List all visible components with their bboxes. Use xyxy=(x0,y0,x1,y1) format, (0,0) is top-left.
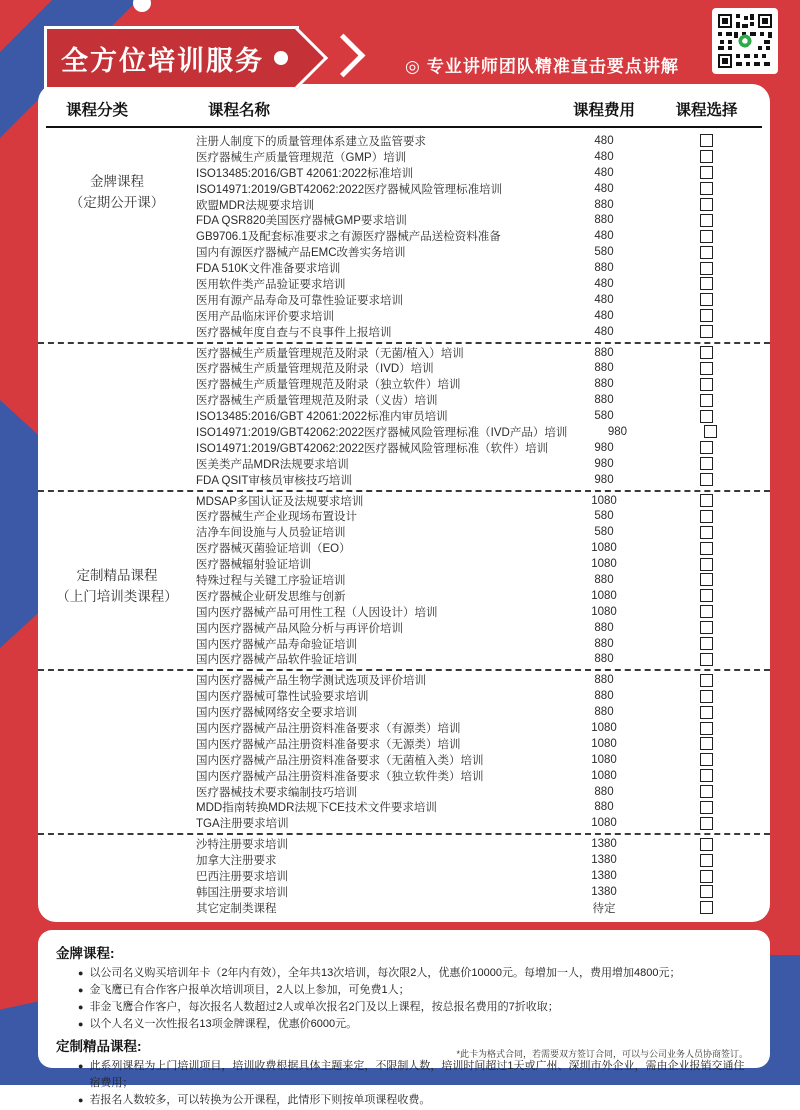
note-title-custom: 定制精品课程: xyxy=(56,1039,142,1055)
category-name: 金牌课程 xyxy=(90,173,144,189)
page-title: 全方位培训服务 xyxy=(61,45,264,76)
course-name: ISO14971:2019/GBT42062:2022医疗器械风险管理标准（软件）培训 xyxy=(196,442,549,455)
course-name: 国内有源医疗器械产品EMC改善实务培训 xyxy=(196,247,406,260)
course-price: 580 xyxy=(594,410,614,423)
course-price: 1080 xyxy=(591,817,617,830)
course-table-card xyxy=(38,84,770,922)
course-checkbox[interactable] xyxy=(700,621,713,634)
course-name: 国内医疗器械产品可用性工程（人因设计）培训 xyxy=(196,606,438,619)
course-price: 880 xyxy=(594,801,614,814)
course-name: 医疗器械生产质量管理规范（GMP）培训 xyxy=(196,151,407,164)
col-select: 课程选择 xyxy=(675,102,738,119)
course-checkbox[interactable] xyxy=(700,394,713,407)
course-name: 医美类产品MDR法规要求培训 xyxy=(196,458,349,471)
qr-code xyxy=(712,8,778,74)
bullet-icon: ● xyxy=(78,968,84,978)
course-name: 国内医疗器械产品注册资料准备要求（独立软件类）培训 xyxy=(196,770,484,783)
course-name: TGA注册要求培训 xyxy=(196,818,289,831)
course-checkbox[interactable] xyxy=(700,573,713,586)
course-checkbox[interactable] xyxy=(700,801,713,814)
course-checkbox[interactable] xyxy=(700,838,713,851)
course-price: 1080 xyxy=(591,769,617,782)
chevron-right-icon xyxy=(322,34,366,78)
course-checkbox[interactable] xyxy=(700,262,713,275)
course-checkbox[interactable] xyxy=(700,854,713,867)
course-checkbox[interactable] xyxy=(700,182,713,195)
course-price: 580 xyxy=(594,246,614,259)
bullet-icon: ● xyxy=(78,1002,84,1013)
course-price: 480 xyxy=(594,150,614,163)
course-checkbox[interactable] xyxy=(700,558,713,571)
footnote: *此卡为格式合同，若需要双方签订合同，可以与公司业务人员协商签订。 xyxy=(456,1049,748,1059)
category-name: 定制精品课程 xyxy=(76,567,158,583)
note-item: ● 以公司名义购买培训年卡（2年内有效），全年共13次培训，每次限2人，优惠价10000元。每增加一人，费用增加4800元； xyxy=(78,965,752,982)
course-name: 国内医疗器械产品风险分析与再评价培训 xyxy=(196,622,403,635)
course-price: 880 xyxy=(594,394,614,407)
course-name: GB9706.1及配套标准要求之有源医疗器械产品送检资料准备 xyxy=(196,231,501,244)
bullet-icon: ● xyxy=(78,1095,84,1106)
course-checkbox[interactable] xyxy=(700,885,713,898)
category-label xyxy=(46,301,188,872)
course-checkbox[interactable] xyxy=(700,817,713,830)
course-price: 880 xyxy=(594,706,614,719)
course-name: 欧盟MDR法规要求培训 xyxy=(196,199,315,212)
course-checkbox[interactable] xyxy=(700,901,713,914)
dot-icon xyxy=(274,51,288,65)
table-body xyxy=(46,128,762,916)
course-name: 医疗器械生产质量管理规范及附录（独立软件）培训 xyxy=(196,379,461,392)
course-price: 880 xyxy=(594,198,614,211)
course-checkbox[interactable] xyxy=(700,753,713,766)
course-checkbox[interactable] xyxy=(700,706,713,719)
course-name: 医用有源产品寿命及可靠性验证要求培训 xyxy=(196,294,403,307)
course-checkbox[interactable] xyxy=(700,246,713,259)
course-price: 1080 xyxy=(591,605,617,618)
course-checkbox[interactable] xyxy=(700,737,713,750)
course-checkbox[interactable] xyxy=(700,346,713,359)
course-price: 1080 xyxy=(591,737,617,750)
course-name: FDA QSIT审核员审核技巧培训 xyxy=(196,474,352,487)
course-name: 注册人制度下的质量管理体系建立及监管要求 xyxy=(196,135,426,148)
course-checkbox[interactable] xyxy=(700,198,713,211)
course-name: 医疗器械生产质量管理规范及附录（无菌/植入）培训 xyxy=(196,347,464,360)
course-name: 韩国注册要求培训 xyxy=(196,886,288,899)
course-price: 880 xyxy=(594,621,614,634)
course-price: 480 xyxy=(594,277,614,290)
note-item: ● 以个人名义一次性报名13项金牌课程，优惠价6000元。 xyxy=(78,1016,752,1033)
course-name: ISO13485:2016/GBT 42061:2022标准培训 xyxy=(196,167,414,180)
course-name: 医疗器械企业研发思维与创新 xyxy=(196,590,346,603)
course-price: 580 xyxy=(594,510,614,523)
course-price: 480 xyxy=(594,293,614,306)
col-course-name: 课程名称 xyxy=(208,102,271,119)
course-name: 医用产品临床评价要求培训 xyxy=(196,310,334,323)
course-name: 医疗器械生产企业现场布置设计 xyxy=(196,511,357,524)
course-price: 880 xyxy=(594,785,614,798)
course-checkbox[interactable] xyxy=(700,150,713,163)
course-price: 1380 xyxy=(591,838,617,851)
course-price: 980 xyxy=(607,425,627,438)
course-name: 医疗器械生产质量管理规范及附录（义齿）培训 xyxy=(196,395,438,408)
course-name: 国内医疗器械网络安全要求培训 xyxy=(196,707,357,720)
course-checkbox[interactable] xyxy=(704,425,717,438)
course-checkbox[interactable] xyxy=(700,605,713,618)
category-subname: （上门培训类课程） xyxy=(56,588,178,604)
course-price: 480 xyxy=(594,230,614,243)
course-name: ISO14971:2019/GBT42062:2022医疗器械风险管理标准（IVD产品）培训 xyxy=(196,426,568,439)
course-price: 880 xyxy=(594,637,614,650)
target-icon: ◎ xyxy=(405,57,421,76)
course-name: 巴西注册要求培训 xyxy=(196,871,288,884)
slogan xyxy=(405,52,679,77)
course-name: 国内医疗器械产品生物学测试选项及评价培训 xyxy=(196,675,426,688)
course-name: 国内医疗器械产品注册资料准备要求（有源类）培训 xyxy=(196,723,461,736)
course-price: 880 xyxy=(594,674,614,687)
course-checkbox[interactable] xyxy=(700,653,713,666)
col-category: 课程分类 xyxy=(66,102,129,119)
course-price: 880 xyxy=(594,362,614,375)
course-checkbox[interactable] xyxy=(700,457,713,470)
course-price: 880 xyxy=(594,346,614,359)
course-checkbox[interactable] xyxy=(700,674,713,687)
course-name: 国内医疗器械产品注册资料准备要求（无源类）培训 xyxy=(196,738,461,751)
course-price: 980 xyxy=(594,457,614,470)
course-checkbox[interactable] xyxy=(700,293,713,306)
note-item: ● 此系列课程为上门培训项目，培训收费根据具体主题来定，不限制人数，培训时间超过1天或广州、深圳市外企业，需由企业报销交通住宿费用； xyxy=(78,1058,752,1092)
course-checkbox[interactable] xyxy=(700,134,713,147)
course-price: 880 xyxy=(594,378,614,391)
note-item: ● 非金飞鹰合作客户，每次报名人数超过2人或单次报名2门及以上课程，按总报名费用的7折收取； xyxy=(78,999,752,1016)
course-checkbox[interactable] xyxy=(700,690,713,703)
course-checkbox[interactable] xyxy=(700,542,713,555)
course-price: 待定 xyxy=(592,902,616,915)
table-row xyxy=(54,884,754,900)
course-checkbox[interactable] xyxy=(700,410,713,423)
course-name: 特殊过程与关键工序验证培训 xyxy=(196,575,346,587)
course-price: 1080 xyxy=(591,494,617,507)
course-checkbox[interactable] xyxy=(700,870,713,883)
note-title-gold: 金牌课程: xyxy=(56,946,115,961)
category-label xyxy=(46,89,188,296)
course-name: 医疗器械辐射验证培训 xyxy=(196,559,311,572)
course-name: FDA QSR820美国医疗器械GMP要求培训 xyxy=(196,215,407,228)
course-checkbox[interactable] xyxy=(700,362,713,375)
course-price: 480 xyxy=(594,182,614,195)
course-name: 医疗器械灭菌验证培训（EO） xyxy=(196,543,351,556)
course-checkbox[interactable] xyxy=(700,785,713,798)
course-name: FDA 510K文件准备要求培训 xyxy=(196,263,341,276)
notes-card xyxy=(38,930,770,1107)
course-checkbox[interactable] xyxy=(700,325,713,338)
decor-blue-leftband xyxy=(0,400,38,648)
bullet-icon: ● xyxy=(78,1019,84,1030)
course-price: 480 xyxy=(594,309,614,322)
course-checkbox[interactable] xyxy=(700,494,713,507)
course-price: 880 xyxy=(594,214,614,227)
course-name: MDSAP多国认证及法规要求培训 xyxy=(196,495,364,508)
course-price: 480 xyxy=(594,325,614,338)
course-name: 其它定制类课程 xyxy=(196,902,277,915)
title-banner xyxy=(44,26,299,90)
course-price: 1080 xyxy=(591,542,617,555)
course-name: ISO14971:2019/GBT42062:2022医疗器械风险管理标准培训 xyxy=(196,183,503,196)
course-price: 880 xyxy=(594,690,614,703)
course-name: 国内医疗器械可靠性试验要求培训 xyxy=(196,691,369,704)
course-price: 1080 xyxy=(591,753,617,766)
course-checkbox[interactable] xyxy=(700,510,713,523)
course-price: 1380 xyxy=(591,870,617,883)
category-subname: （定期公开课） xyxy=(69,194,165,210)
course-price: 1080 xyxy=(591,589,617,602)
course-price: 880 xyxy=(594,573,614,586)
course-checkbox[interactable] xyxy=(700,277,713,290)
slogan-text: 专业讲师团队精准直击要点讲解 xyxy=(426,57,679,76)
col-price: 课程费用 xyxy=(572,102,635,119)
bullet-icon: ● xyxy=(78,985,84,996)
note-item: ● 若报名人数较多，可以转换为公开课程，此情形下则按单项课程收费。 xyxy=(78,1092,752,1109)
course-price: 480 xyxy=(594,134,614,147)
course-checkbox[interactable] xyxy=(700,589,713,602)
course-price: 980 xyxy=(594,441,614,454)
course-name: 沙特注册要求培训 xyxy=(196,839,288,852)
course-price: 880 xyxy=(594,262,614,275)
course-price: 1080 xyxy=(591,722,617,734)
course-name: 加拿大注册要求 xyxy=(196,855,277,868)
course-name: 国内医疗器械产品注册资料准备要求（无菌植入类）培训 xyxy=(196,754,484,767)
course-name: 洁净车间设施与人员验证培训 xyxy=(196,527,346,540)
course-checkbox[interactable] xyxy=(700,214,713,227)
course-checkbox[interactable] xyxy=(700,473,713,486)
course-name: ISO13485:2016/GBT 42061:2022标准内审员培训 xyxy=(196,411,448,424)
course-name: 医疗器械年度自查与不良事件上报培训 xyxy=(196,326,392,339)
course-name: MDD指南转换MDR法规下CE技术文件要求培训 xyxy=(196,802,437,815)
decor-white-dot xyxy=(133,0,151,12)
course-checkbox[interactable] xyxy=(700,166,713,179)
course-name: 医疗器械生产质量管理规范及附录（IVD）培训 xyxy=(196,363,434,376)
course-name: 国内医疗器械产品寿命验证培训 xyxy=(196,638,357,651)
course-checkbox[interactable] xyxy=(700,378,713,391)
course-price: 1380 xyxy=(591,885,617,898)
course-price: 1080 xyxy=(591,558,617,571)
course-checkbox[interactable] xyxy=(700,526,713,539)
course-name: 医用软件类产品验证要求培训 xyxy=(196,278,346,291)
course-checkbox[interactable] xyxy=(700,309,713,322)
course-price: 1380 xyxy=(591,854,617,867)
course-price: 980 xyxy=(594,473,614,486)
course-price: 880 xyxy=(594,653,614,666)
table-row xyxy=(54,900,754,916)
note-item: ● 金飞鹰已有合作客户报单次培训项目，2人以上参加，可免费1人； xyxy=(78,982,752,999)
course-checkbox[interactable] xyxy=(700,769,713,782)
course-checkbox[interactable] xyxy=(700,722,713,735)
course-price: 480 xyxy=(594,166,614,179)
course-checkbox[interactable] xyxy=(700,441,713,454)
course-name: 国内医疗器械产品软件验证培训 xyxy=(196,654,357,667)
bullet-icon: ● xyxy=(78,1061,84,1072)
course-checkbox[interactable] xyxy=(700,637,713,650)
course-price: 580 xyxy=(594,526,614,539)
course-name: 医疗器械技术要求编制技巧培训 xyxy=(196,786,357,799)
course-checkbox[interactable] xyxy=(700,230,713,243)
